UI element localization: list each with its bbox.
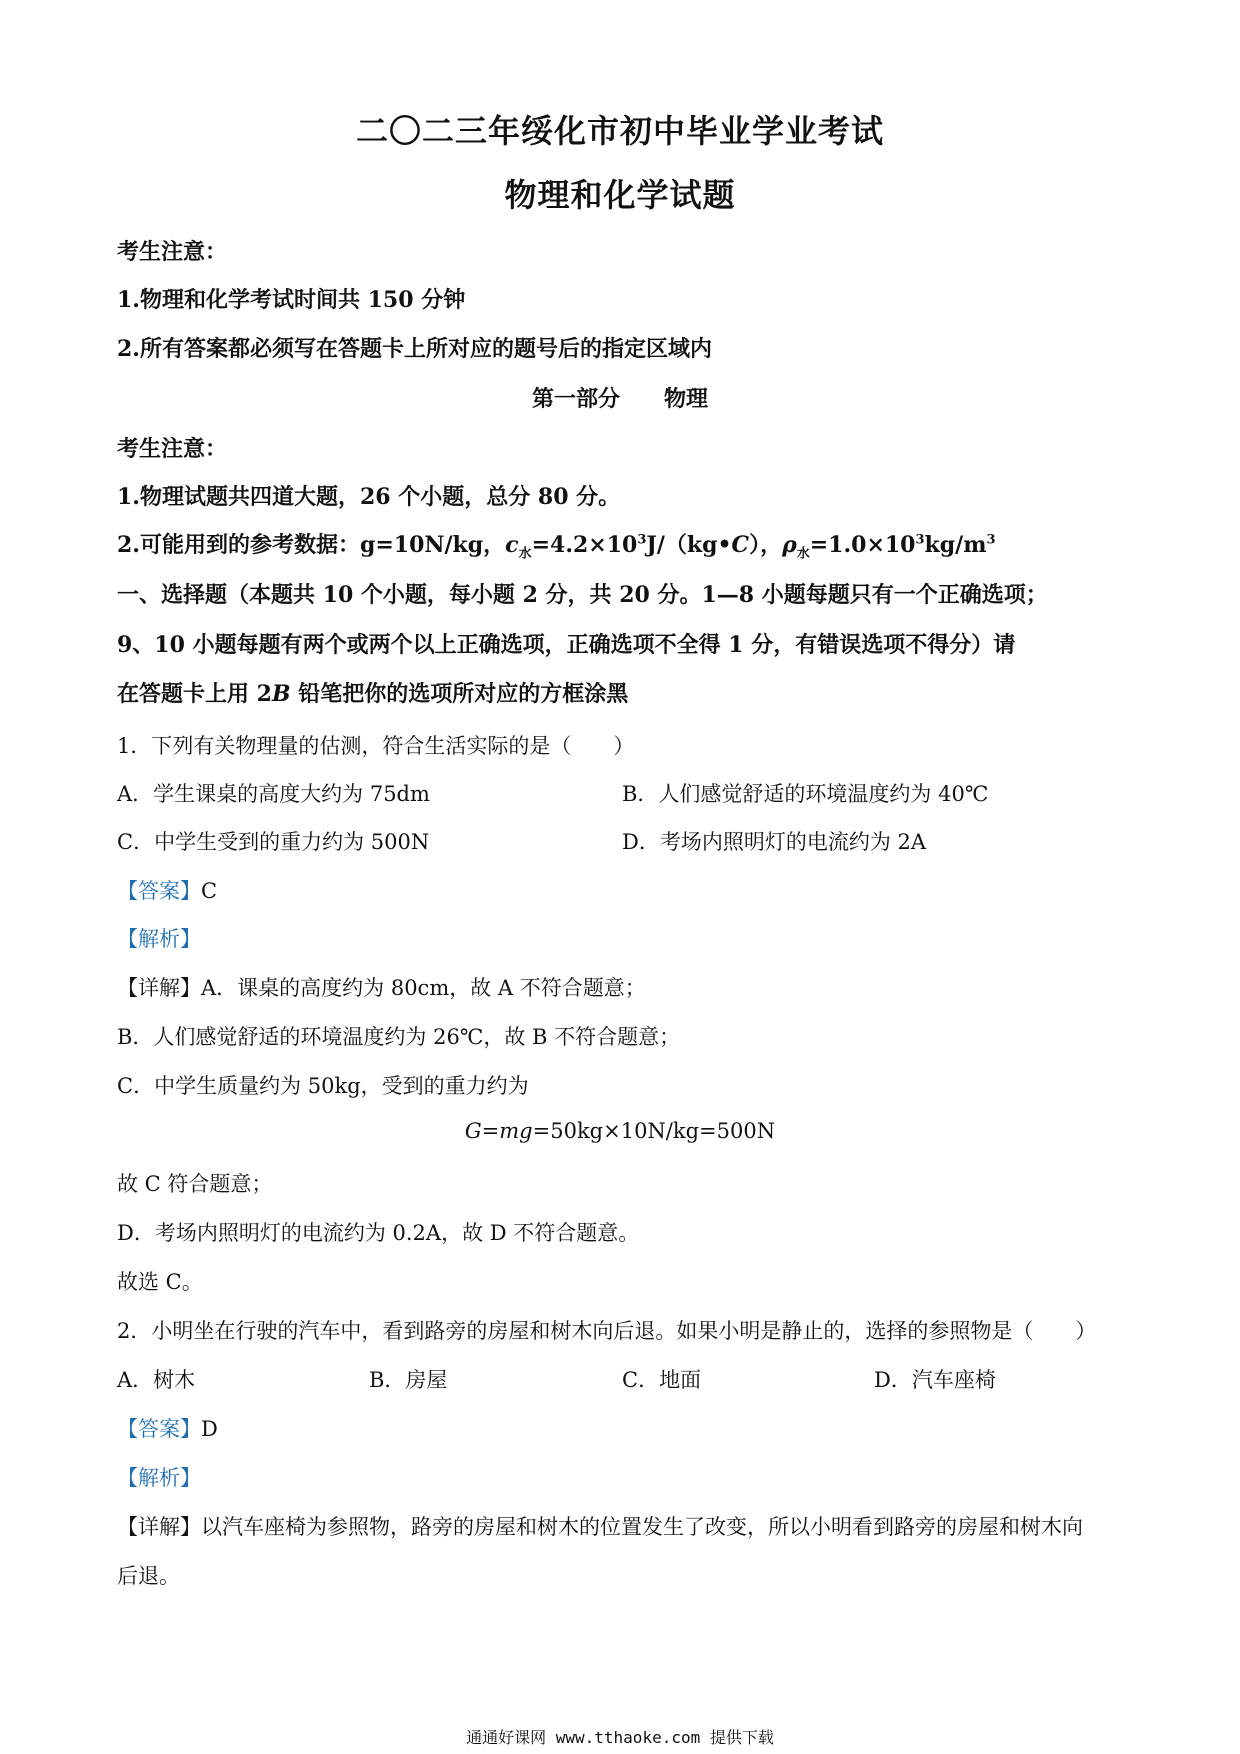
notice-heading: 考生注意： [117, 239, 228, 265]
question-2-option-a: A．树木 [117, 1368, 196, 1392]
specific-heat-unit: J/（kg• [646, 532, 732, 558]
density-value: =1.0×10 [809, 532, 916, 558]
detail-tag: 【详解】 [117, 1515, 201, 1539]
answer-tag: 【答案】 [117, 1417, 201, 1441]
notice-item-1: 1.物理和化学考试时间共 150 分钟 [117, 287, 466, 313]
answer-value: C [201, 879, 218, 903]
notice-item-2: 2.所有答案都必须写在答题卡上所对应的题号后的指定区域内 [117, 336, 712, 362]
formula-eq: = [481, 1119, 500, 1143]
celsius-symbol: C [731, 532, 750, 558]
detail-line-1-text: 以汽车座椅为参照物，路旁的房屋和树木的位置发生了改变，所以小明看到路旁的房屋和树木向 [201, 1515, 1083, 1539]
physics-notice-heading: 考生注意： [117, 436, 228, 462]
question-1-answer [117, 875, 217, 905]
question-1-conclusion: 故选 C。 [117, 1270, 203, 1294]
question-1-detail-a [117, 972, 646, 1002]
question-2-stem: 2．小明坐在行驶的汽车中，看到路旁的房屋和树木向后退。如果小明是静止的，选择的参照物是（ ） [117, 1319, 1097, 1343]
part1-heading-line-1: 一、选择题（本题共 10 个小题，每小题 2 分，共 20 分。1—8 小题每题只有一个正确选项； [117, 582, 1048, 608]
question-1-detail-c2: 故 C 符合题意； [117, 1172, 273, 1196]
specific-heat-symbol: c [505, 532, 519, 558]
part1-heading-line-3 [117, 677, 628, 708]
question-2-option-c: C．地面 [622, 1368, 702, 1392]
density-subscript: 水 [796, 546, 810, 562]
question-2-detail-line-2: 后退。 [117, 1564, 180, 1588]
part1-heading-line-3-c: 铅笔把你的选项所对应的方框涂黑 [290, 681, 629, 707]
specific-heat-value: =4.2×10 [531, 532, 638, 558]
question-1-option-a: A．学生课桌的高度大约为 75dm [117, 782, 430, 806]
question-1-option-b: B．人们感觉舒适的环境温度约为 40℃ [622, 782, 989, 806]
detail-tag: 【详解】 [117, 976, 201, 1000]
density-unit-exponent: 3 [986, 532, 996, 548]
question-1-detail-d: D．考场内照明灯的电流约为 0.2A，故 D 不符合题意。 [117, 1221, 640, 1245]
part1-heading-line-2: 9、10 小题每题有两个或两个以上正确选项，正确选项不全得 1 分，有错误选项不得分）请 [117, 632, 1016, 658]
question-1-analysis-tag: 【解析】 [117, 927, 201, 951]
part1-heading-line-3-a: 在答题卡上用 2 [117, 681, 272, 707]
exam-subtitle: 物理和化学试题 [504, 176, 736, 214]
question-1-option-d: D．考场内照明灯的电流约为 2A [622, 830, 927, 854]
question-2-detail-line-1 [117, 1511, 1083, 1541]
specific-heat-exponent: 3 [637, 532, 647, 548]
question-1-detail-b: B．人们感觉舒适的环境温度约为 26℃，故 B 不符合题意； [117, 1025, 681, 1049]
physics-notice-item-1: 1.物理试题共四道大题，26 个小题，总分 80 分。 [117, 484, 621, 510]
density-symbol: ρ [782, 532, 797, 558]
question-1-detail-c: C．中学生质量约为 50kg，受到的重力约为 [117, 1074, 529, 1098]
detail-a-text: A．课桌的高度约为 80cm，故 A 不符合题意； [201, 976, 646, 1000]
question-1-stem: 1．下列有关物理量的估测，符合生活实际的是（ ） [117, 734, 635, 758]
reference-data-line [117, 528, 996, 561]
gravity-formula [0, 1119, 1240, 1143]
exam-title: 二〇二三年绥化市初中毕业学业考试 [355, 112, 884, 150]
pencil-grade-letter: B [271, 681, 291, 707]
specific-heat-close: ）， [749, 532, 783, 558]
question-2-option-b: B．房屋 [369, 1368, 448, 1392]
formula-mg: mg [499, 1119, 533, 1143]
answer-value: D [201, 1417, 218, 1441]
formula-rest: =50kg×10N/kg=500N [532, 1119, 776, 1143]
specific-heat-subscript: 水 [518, 546, 532, 562]
density-exponent: 3 [915, 532, 925, 548]
question-1-option-c: C．中学生受到的重力约为 500N [117, 830, 430, 854]
question-2-option-d: D．汽车座椅 [874, 1368, 996, 1392]
answer-tag: 【答案】 [117, 879, 201, 903]
question-2-analysis-tag: 【解析】 [117, 1466, 201, 1490]
reference-data-prefix: 2.可能用到的参考数据：g=10N/kg， [117, 532, 506, 558]
formula-g: G [464, 1119, 482, 1143]
footer-credit: 通通好课网 www.tthaoke.com 提供下载 [466, 1728, 774, 1747]
density-unit: kg/m [924, 532, 987, 558]
question-2-answer [117, 1413, 218, 1443]
section-title: 第一部分 物理 [531, 386, 708, 412]
